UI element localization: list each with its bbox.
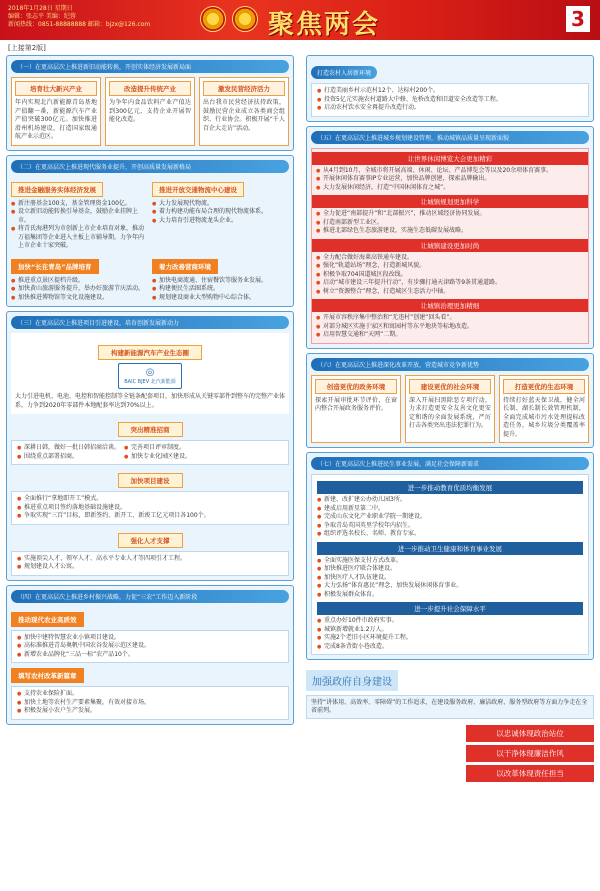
subhead-urban-governance: 让城镇治理更加精细	[312, 299, 588, 312]
card-body: 年内实现北汽新能源青岛基地产值翻一番，新能源汽车产业产值突破300亿元。加快推进滑州机场建设，打造国家级通航产业示范区。	[15, 99, 97, 140]
investment-box	[11, 440, 289, 465]
list-finance	[11, 200, 148, 251]
talent-box	[11, 551, 289, 576]
list-item: ● 重点办好10件市政府实事。	[317, 617, 583, 626]
section-6-cards	[311, 375, 589, 444]
section-4	[6, 585, 294, 725]
list-item: ● 加快黄山旅游服务提升，举办好旅游节庆活动。	[11, 285, 148, 294]
national-emblem-icon	[200, 6, 226, 32]
list-item: ● 新注册基金100支，基金管理资金100亿。	[11, 200, 148, 209]
section-2-grid-bottom	[11, 254, 289, 303]
list-item: ● 建成启用新星第二中。	[317, 505, 583, 514]
list-item: ● 加快中建特智慧农业小镇项目建设。	[17, 634, 283, 643]
section-6-header: （六）在更高层次上推进深化改革开放，营造城市竞争新优势	[311, 358, 589, 371]
section-1-cards	[11, 77, 289, 146]
list-item: ● 大力培育引进物流龙头企业。	[152, 217, 289, 226]
card-private-economy	[199, 77, 289, 146]
ev-ecosystem-box	[11, 333, 289, 414]
subhead-business-env: 着力改善营商环境	[152, 259, 218, 274]
section-3	[6, 311, 294, 581]
slogans	[306, 725, 594, 782]
list-item: ● 大力弘扬“体育惠民”理念，加快发展休闲体育事业。	[317, 582, 583, 591]
list-item: ● 加快土地等农村生产要素集聚，有效对接市场。	[17, 699, 283, 708]
list-item: ● 启用智慧交通和“天网”二期。	[316, 331, 584, 340]
section-5	[306, 126, 594, 349]
right-column	[306, 55, 594, 782]
list-business-env	[152, 277, 289, 303]
card-ecological-env	[499, 375, 589, 444]
section-2-grid-top	[11, 177, 289, 251]
card-title: 激发民营经济活力	[203, 81, 285, 96]
list-item: ● 开展市容秩序集中整治和“无违村”创建“回头看”。	[316, 314, 584, 323]
list-item: ● 强化“轨道站场”理念，打造新城风貌。	[316, 262, 584, 271]
list-item: ● 设立新旧动能转换引导基金，鼓励企业挂牌上市。	[11, 208, 148, 225]
list-item: ● 构建便民生活圈系统。	[152, 285, 289, 294]
government-text: 坚持“讲体用、高效率、零障碍”的工作追求，在建设服务政府、廉洁政府、服务型政府等方面力争走在全省前列。	[306, 695, 594, 719]
masthead-info	[8, 5, 150, 29]
subhead-projects: 加快项目建设	[118, 473, 183, 488]
subhead-logistics: 推进开放交通物流中心建设	[152, 182, 244, 197]
card-title: 建设更优的社会环境	[409, 379, 491, 394]
card-body: 持续打好蓝天保卫战，健全河长制、湖长制长效管理机制，全面完成城市污水处理提标改造任务，城乡垃圾分类覆盖率提升。	[503, 396, 585, 438]
section-2	[6, 155, 294, 308]
list-item: ● 全力促进“南部提升”和“北部振兴”，推动区域经济协同发展。	[316, 210, 584, 219]
ev-ecosystem-title: 构建新能源汽车产业生态圈	[98, 345, 202, 360]
list-item: ● 加快推进医疗联合体建设。	[317, 565, 583, 574]
section-5-header: （五）在更高层次上推进城乡规划建设管理，推动城镇品质量呈现新面貌	[311, 131, 589, 144]
card-body: 为争年内食品饮料产业产值达到300亿元，支持企业开展智能化改造。	[109, 99, 191, 123]
list-item: ● 对部分城区实施于家区和寓园村等东平地块等标地改造。	[316, 323, 584, 332]
list-item: ● 加快推进博物馆等文化设施建设。	[11, 294, 148, 303]
slogan-integrity: 以干净体现廉洁作风	[466, 745, 594, 762]
list-item: ● 积极发展群众体育。	[317, 591, 583, 600]
list-item: ● 打造美丽乡村示范村12个、达标村200个。	[317, 87, 583, 96]
section-3-header: （三）在更高层次上推进项目引进建设，培育创新发展新动力	[11, 316, 289, 329]
list-item: ● 规划建设人才公寓。	[17, 563, 283, 572]
list-item: ● 树立“资源整合”理念，打造城区生态活力中轴。	[316, 288, 584, 297]
subhead-rural-environment: 打造农村人居新环境	[311, 66, 377, 79]
subhead-modern-agriculture: 推动现代农业高质效	[11, 612, 84, 627]
list-logistics	[152, 200, 289, 226]
agriculture-box	[11, 630, 289, 664]
rural-environment-box	[311, 83, 589, 117]
list-item: ● 启动“城市建设三年提升行动”，有步骤打通天津路等9条贯通道路。	[316, 279, 584, 288]
list-item: ● 新建、改扩建公办幼儿园3所。	[317, 496, 583, 505]
list-item: ● 加快专业化园区建设。	[124, 453, 191, 462]
masthead-date: 2018年1月28日 星期日	[8, 5, 73, 12]
list-item: ● 将青氏海港列为市创新上市企业培育对象，推动万福集团等企业进入主板上市辅导期，力争年内上市企业十家突破。	[11, 225, 148, 251]
rural-reform-box	[11, 686, 289, 720]
list-item: ● 大力发展现代物流。	[152, 200, 289, 209]
masthead	[0, 0, 600, 40]
urban-panel	[311, 148, 589, 344]
bjev-logo	[118, 363, 182, 389]
subhead-urban-planning: 让城镇规划更加科学	[312, 195, 588, 208]
list-item: ● 高标准推进青岛奥帆中国农谷发展示范区建设。	[17, 642, 283, 651]
card-traditional-industry	[105, 77, 195, 146]
list-item: ● 完成8条背街小巷改造。	[317, 643, 583, 652]
masthead-editor: 编辑：张志平 美编：纪蓉	[8, 13, 76, 20]
section-7	[306, 452, 594, 660]
list-item: ● 规划建设商业大型购物中心综合体。	[152, 294, 289, 303]
subhead-investment: 突出精准招商	[118, 422, 183, 437]
left-column	[6, 55, 294, 729]
bjev-logo-icon: ◎	[145, 366, 155, 378]
list-item: ● 围绕重点部署招商。	[17, 453, 120, 462]
subhead-talent: 强化人才支撑	[118, 533, 183, 548]
list-item: ● 着力构建功能布局合理的现代物流体系。	[152, 208, 289, 217]
list-item: ● 城镇新增就业1.2万人。	[317, 626, 583, 635]
list-item: ● 推进重点景区提档升级。	[11, 277, 148, 286]
list-item: ● 实施2个老旧小区环境提升工程。	[317, 634, 583, 643]
list-item: ● 深耕日韩，做好一批日韩招商洽谈。	[17, 444, 120, 453]
list-item: ● 积极争取704国道城区段改线。	[316, 271, 584, 280]
ev-ecosystem-text: 大力引进电机、电池、电控和智能控制等全链条配套项目，加快形成从关键零部件到整车的完整产业体系，力争到2020年零部件本地配套率达到70%以上。	[15, 393, 286, 409]
list-item: ● 实施顶尖人才、领军人才、高水平专业人才等四项引才工程。	[17, 555, 283, 564]
list-item: ● 打造南部新型工业区。	[316, 219, 584, 228]
slogan-reform: 以改革体现责任担当	[466, 765, 594, 782]
list-item: ● 新增农业品牌化“三品一标”农产品10个。	[17, 651, 283, 660]
section-1	[6, 55, 294, 151]
list-item: ● 全力配合做好海莱高铁通车建设。	[316, 254, 584, 263]
section-7-header: （七）在更高层次上推进民生事业发展，满足社会保障新需求	[311, 457, 589, 470]
subhead-health-sports: 进一步推动卫生健康和体育事业发展	[317, 542, 583, 555]
card-body: 探索开展审批环节评价，在窗内整合开展政务服务评价。	[315, 396, 397, 412]
government-title: 加强政府自身建设	[306, 670, 398, 691]
list-item: ● 争取青岛英国英里学校年内招生。	[317, 522, 583, 531]
livelihood-box	[311, 474, 589, 655]
subhead-education: 进一步推动教育优质均衡发展	[317, 481, 583, 494]
list-item: ● 积极发展小农户生产发展。	[17, 707, 283, 716]
card-title: 培育壮大新兴产业	[15, 81, 97, 96]
list-item: ● 争取实现“三百”目标，即新签约、新开工、新竣工亿元项目各100个。	[17, 512, 283, 521]
subhead-brand: 加快“长在青岛”品牌培育	[11, 259, 99, 274]
card-emerging-industry	[11, 77, 101, 146]
card-title: 打造更优的生态环境	[503, 379, 585, 394]
list-item: ● 完成山东文化产业职业学院一期建设。	[317, 513, 583, 522]
list-item: ● 开展休闲体育赛事IP专业运营，加快品牌创建，探索品牌输出。	[316, 175, 584, 184]
subhead-rural-reform: 填写农村改革新篇章	[11, 668, 84, 683]
list-item: ● 启动农村饮水安全再提升改造行动。	[317, 104, 583, 113]
list-item: ● 完善项目评审制度。	[124, 444, 191, 453]
card-body: 出台我市民营经济扶持政策，鼓励民营企业成立各类商会组织、行业协会。积极开展“千人百企大走访”活动。	[203, 99, 285, 132]
projects-box	[11, 491, 289, 525]
list-item: ● 全面推行“拿地即开工”模式。	[17, 495, 283, 504]
list-item: ● 组织评选名校长、名师、教育专家。	[317, 530, 583, 539]
list-item: ● 加快电商流通、住宿餐饮等服务业发展。	[152, 277, 289, 286]
page-title: 聚焦两会	[268, 10, 381, 40]
list-item: ● 支持农业保险扩面。	[17, 690, 283, 699]
card-title: 创造更优的政务环境	[315, 379, 397, 394]
section-2-header: （二）在更高层次上推进现代服务业提升，开创高质量发展新格局	[11, 160, 289, 173]
card-title: 改造提升传统产业	[109, 81, 191, 96]
slogan-loyalty: 以忠诚体现政治站位	[466, 725, 594, 742]
card-government-env	[311, 375, 401, 444]
bjev-logo-text: BAIC BJEV 北汽新能源	[124, 378, 176, 385]
section-4-continued	[306, 55, 594, 122]
list-item: ● 推进北部绿色生态旅游建设，实施生态低碳发展战略。	[316, 227, 584, 236]
list-brand	[11, 277, 148, 303]
government-section	[306, 664, 594, 782]
section-6	[306, 353, 594, 449]
subhead-leisure-expo: 让世界休闲博览大会更加精彩	[312, 152, 588, 165]
masthead-contact: 新闻热线：0851-88888888 邮箱：bjzx@126.com	[8, 21, 151, 28]
section-1-header: （一）在更高层次上推进新旧动能转换，开创实体经济发展新局面	[11, 60, 289, 73]
list-item: ● 全面实施医保支付方式改革。	[317, 557, 583, 566]
subhead-urban-construction: 让城镇建设更加时尚	[312, 239, 588, 252]
card-body: 深入开展扫黑除恶专项行动，力求打造更安全友善文化更安定和谐的全面发展系统，严厉打击各类突出违法犯罪行为。	[409, 396, 491, 429]
page-number: 3	[566, 6, 590, 32]
list-item: ● 推进重点项目签约落地基础设施建设。	[17, 504, 283, 513]
list-item: ● 投资5亿元实施农村道路大中修、危桥改造和旧道安全改造等工程。	[317, 96, 583, 105]
subhead-social-security: 进一步提升社会保障水平	[317, 602, 583, 615]
section-4-header: （四）在更高层次上推进乡村振兴战略，力促“三农”工作迈入新阶段	[11, 590, 289, 603]
list-item: ● 从4月到10月，全城市将开展高端、休闲、论坛、产品博览会等以及20余项体育赛事。	[316, 167, 584, 176]
subhead-finance: 推进金融服务实体经济发展	[11, 182, 103, 197]
continued-tag: [上接第2版]	[8, 44, 46, 52]
list-item: ● 加快医疗人才队伍建设。	[317, 574, 583, 583]
cppcc-emblem-icon	[232, 6, 258, 32]
card-social-env	[405, 375, 495, 444]
list-item: ● 大力发展休闲经济，打造“中国休闲体育之城”。	[316, 184, 584, 193]
